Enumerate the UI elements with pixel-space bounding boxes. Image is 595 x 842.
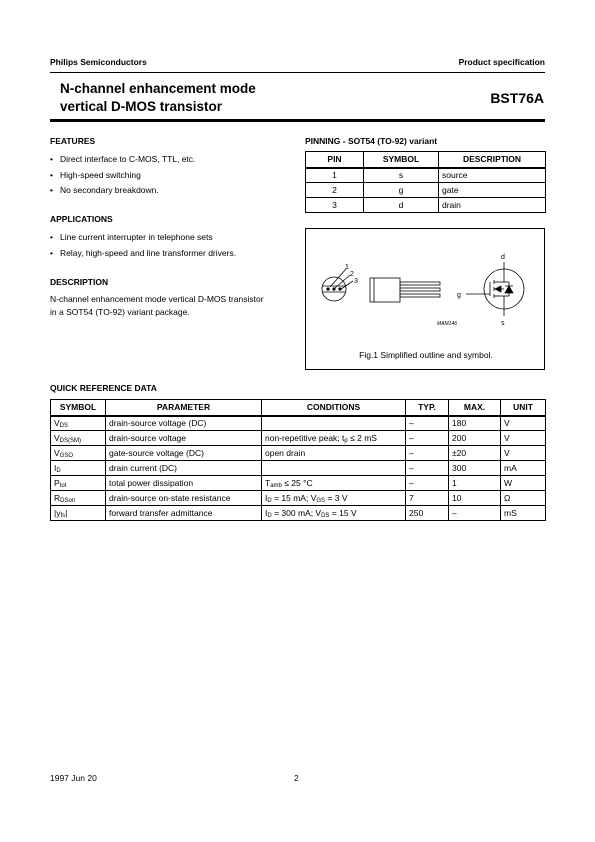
unit-cell: mA	[501, 461, 546, 476]
parameter-cell: drain-source on-state resistance	[106, 491, 262, 506]
table-row	[51, 476, 546, 491]
figure-outline-symbol	[305, 228, 545, 370]
column-header: DESCRIPTION	[439, 152, 546, 168]
document-type: Product specification	[458, 57, 545, 67]
unit-cell: mS	[501, 506, 546, 521]
part-number: BST76A	[490, 90, 544, 106]
symbol-cell: $R_{DSon}$	[51, 491, 106, 506]
list-item: • High-speed switching	[50, 168, 195, 184]
column-header: CONDITIONS	[262, 400, 406, 416]
features-heading: FEATURES	[50, 136, 96, 146]
parameter-cell: drain-source voltage	[106, 431, 262, 446]
pin-cell: 2	[306, 183, 364, 198]
pin-label-3: 3	[354, 278, 358, 285]
max-cell: –	[449, 506, 501, 521]
max-cell: 200	[449, 431, 501, 446]
typ-cell: –	[406, 446, 449, 461]
description-cell: source	[439, 168, 546, 183]
symbol-cell: $P_{tot}$	[51, 476, 106, 491]
column-header: TYP.	[406, 400, 449, 416]
description-cell: drain	[439, 198, 546, 213]
table-header-row	[306, 152, 546, 168]
package-bottom-view	[322, 269, 353, 301]
list-item: • Relay, high-speed and line transformer drivers.	[50, 246, 236, 262]
features-list	[50, 152, 195, 199]
max-cell: 1	[449, 476, 501, 491]
pin-cell: 1	[306, 168, 364, 183]
list-item: • Direct interface to C-MOS, TTL, etc.	[50, 152, 195, 168]
pin-label-1: 1	[345, 264, 349, 271]
description-line-2: in a SOT54 (TO-92) variant package.	[50, 306, 190, 317]
typ-cell: 7	[406, 491, 449, 506]
unit-cell: V	[501, 431, 546, 446]
list-item: • No secondary breakdown.	[50, 183, 195, 199]
description-line-1: N-channel enhancement mode vertical D-MOS transistor	[50, 294, 264, 304]
applications-list	[50, 230, 236, 261]
symbol-cell: $V_{GSO}$	[51, 446, 106, 461]
terminal-label-g: g	[457, 292, 461, 299]
conditions-cell: $T_{amb} \le 25$ °C	[262, 476, 406, 491]
page-number: 2	[294, 773, 299, 783]
table-row	[51, 431, 546, 446]
typ-cell: 250	[406, 506, 449, 521]
list-item: • Line current interrupter in telephone sets	[50, 230, 236, 246]
parameter-cell: forward transfer admittance	[106, 506, 262, 521]
unit-cell: V	[501, 446, 546, 461]
footer-date: 1997 Jun 20	[50, 773, 97, 783]
table-row	[51, 446, 546, 461]
applications-heading: APPLICATIONS	[50, 214, 113, 224]
unit-cell: Ω	[501, 491, 546, 506]
typ-cell: –	[406, 476, 449, 491]
typ-cell: –	[406, 461, 449, 476]
symbol-cell: $I_D$	[51, 461, 106, 476]
conditions-cell: non-repetitive peak; $t_p \le 2$ mS	[262, 431, 406, 446]
max-cell: 300	[449, 461, 501, 476]
symbol-cell: g	[364, 183, 439, 198]
table-row	[306, 183, 546, 198]
figure-code: MAM146	[437, 321, 458, 327]
pin-label-2: 2	[350, 271, 354, 278]
column-header: SYMBOL	[51, 400, 106, 416]
conditions-cell	[262, 416, 406, 431]
typ-cell: –	[406, 416, 449, 431]
column-header: MAX.	[449, 400, 501, 416]
description-cell: gate	[439, 183, 546, 198]
mosfet-symbol	[466, 262, 524, 316]
description-heading: DESCRIPTION	[50, 277, 109, 287]
terminal-label-d: d	[501, 254, 505, 261]
table-row	[51, 491, 546, 506]
parameter-cell: gate-source voltage (DC)	[106, 446, 262, 461]
column-header: SYMBOL	[364, 152, 439, 168]
table-row	[306, 198, 546, 213]
symbol-cell: $|y_{fs}|$	[51, 506, 106, 521]
max-cell: ±20	[449, 446, 501, 461]
conditions-cell	[262, 461, 406, 476]
table-row	[51, 506, 546, 521]
symbol-cell: s	[364, 168, 439, 183]
unit-cell: V	[501, 416, 546, 431]
symbol-cell: d	[364, 198, 439, 213]
table-row	[51, 461, 546, 476]
terminal-label-s: s	[501, 320, 505, 327]
parameter-cell: drain-source voltage (DC)	[106, 416, 262, 431]
header-rule	[50, 72, 545, 73]
title-line-2: vertical D-MOS transistor	[60, 99, 223, 114]
column-header: UNIT	[501, 400, 546, 416]
parameter-cell: drain current (DC)	[106, 461, 262, 476]
title-line-1: N-channel enhancement mode	[60, 81, 256, 96]
symbol-cell: $V_{DS(SM)}$	[51, 431, 106, 446]
symbol-cell: $V_{DS}$	[51, 416, 106, 431]
figure-caption: Fig.1 Simplified outline and symbol.	[359, 350, 493, 360]
max-cell: 10	[449, 491, 501, 506]
conditions-cell: $I_D = 15$ mA; $V_{GS} = 3$ V	[262, 491, 406, 506]
document-title	[60, 80, 256, 116]
typ-cell: –	[406, 431, 449, 446]
pinning-heading: PINNING - SOT54 (TO-92) variant	[305, 136, 438, 146]
quick-reference-heading: QUICK REFERENCE DATA	[50, 383, 157, 393]
conditions-cell: $I_D = 300$ mA; $V_{DS} = 15$ V	[262, 506, 406, 521]
column-header: PIN	[306, 152, 364, 168]
pinning-table	[305, 151, 546, 213]
max-cell: 180	[449, 416, 501, 431]
table-row	[51, 416, 546, 431]
description-text	[50, 293, 305, 318]
table-header-row	[51, 400, 546, 416]
unit-cell: W	[501, 476, 546, 491]
pin-cell: 3	[306, 198, 364, 213]
title-rule	[50, 119, 545, 122]
column-header: PARAMETER	[106, 400, 262, 416]
table-row	[306, 168, 546, 183]
quick-reference-table	[50, 399, 546, 521]
conditions-cell: open drain	[262, 446, 406, 461]
package-side-view	[370, 278, 440, 302]
company-name: Philips Semiconductors	[50, 57, 147, 67]
parameter-cell: total power dissipation	[106, 476, 262, 491]
